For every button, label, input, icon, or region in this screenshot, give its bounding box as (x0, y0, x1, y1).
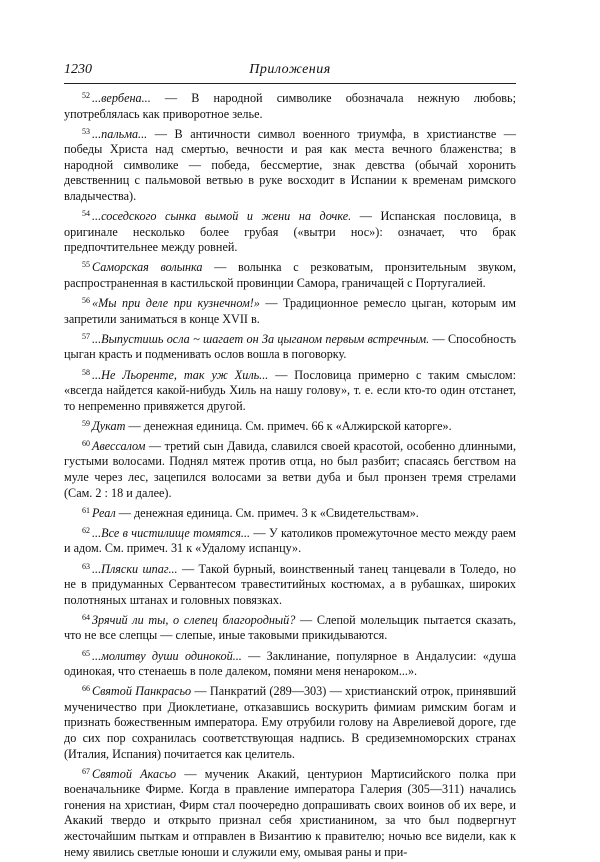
note-lemma: ...пальма... (92, 126, 148, 141)
note-62 (64, 523, 516, 557)
note-lemma: ...Не Льоренте, так уж Хиль... (92, 367, 269, 382)
note-55 (64, 257, 516, 291)
note-text: — Заклинание, популярное в Андалусии: «душа одинокая, что стенаешь в поле далеком, помяни меня ненароком...». (64, 648, 516, 679)
note-66 (64, 681, 516, 762)
note-number: 55 (82, 260, 90, 270)
note-54 (64, 206, 516, 256)
note-lemma: ...Выпустишь осла ~ шагает он За цыганом первым встречным. (92, 331, 430, 346)
note-text: — В народной символике обозначала нежную любовь; употреблялась как приворотное зелье. (64, 91, 516, 121)
note-number: 65 (82, 648, 90, 658)
note-61 (64, 503, 516, 522)
note-text: — Испанская пословица, в оригинале несколько более грубая («вытри нос»): означает, что брак предпочтительнее между ровней. (64, 209, 516, 255)
note-text: — денежная единица. См. примеч. 66 к «Алжирской каторге». (125, 418, 452, 433)
note-56 (64, 293, 516, 327)
note-lemma: «Мы при деле при кузнечном!» (92, 296, 260, 311)
note-lemma: Зрячий ли ты, о слепец благородный? (92, 612, 296, 627)
note-lemma: ...молитву души одинокой... (92, 648, 242, 663)
note-number: 58 (82, 367, 90, 377)
note-number: 62 (82, 525, 90, 535)
note-lemma: Реал (92, 505, 116, 520)
note-lemma: Авессалом (92, 438, 146, 453)
note-number: 59 (82, 418, 90, 428)
note-text: — Традиционное ремесло цыган, которым им запретили заниматься в конце XVII в. (64, 296, 516, 326)
note-52 (64, 88, 516, 122)
note-text: — Пословица примерно с таким смыслом: «всегда найдется какой-нибудь Хиль на нашу голову», т. е. если кто-то один отстанет, то непременно привяжется другой. (64, 367, 516, 413)
note-number: 63 (82, 561, 90, 571)
note-text: — Такой бурный, воинственный танец танцевали в Толедо, но не в придуманных Сервантесом травеститийных костюмах, а в рубашках, широких полотняных штанах и головных повязках. (64, 561, 516, 607)
note-67 (64, 764, 516, 861)
notes-list (64, 88, 516, 862)
note-lemma: Святой Панкрасьо (92, 684, 192, 699)
note-text: — У католиков промежуточное место между раем и адом. См. примеч. 31 к «Удалому испанцу». (64, 525, 516, 556)
note-lemma: Дукат (92, 418, 126, 433)
note-number: 54 (82, 209, 90, 219)
note-number: 53 (82, 126, 90, 136)
note-number: 52 (82, 91, 90, 100)
note-number: 66 (82, 684, 90, 694)
note-60 (64, 436, 516, 501)
note-lemma: ...вербена... (92, 91, 151, 105)
note-text: — Панкратий (289—303) — христианский отрок, принявший мученичество при Диоклетиане, отказавшись воскурить фимиам римским богам и признать божественным императора. Ему отрубили голову на Аврелиевой дороге, где до сих пор сохранилась соответствующая надпись. В средиземноморских странах (Италия, Испания) почитается как целитель. (64, 684, 516, 761)
note-64 (64, 610, 516, 644)
note-text: — В античности символ военного триумфа, в христианстве — победы Христа над смертью, вечности и рая как места вечного блаженства; в народной символике — победа, бессмертие, знак девства (обычай хоронить девственниц с пальмовой ветвью в руке восходит в Испании к временам римского владычества). (64, 126, 516, 204)
note-lemma: Святой Акасьо (92, 766, 177, 781)
note-number: 56 (82, 296, 90, 306)
note-63 (64, 559, 516, 609)
note-65 (64, 646, 516, 680)
note-53 (64, 124, 516, 205)
note-text: — волынка с резковатым, пронзительным звуком, распространенная в кастильской провинции Самора, граничащей с Португалией. (64, 260, 516, 291)
note-number: 64 (82, 612, 90, 622)
note-text: — денежная единица. См. примеч. 3 к «Свидетельствам». (115, 505, 419, 520)
note-57 (64, 329, 516, 363)
running-header (64, 62, 516, 82)
note-59 (64, 416, 516, 435)
note-lemma: Саморская волынка (92, 260, 203, 275)
page-number: 1230 (64, 62, 92, 77)
section-title: Приложения (249, 62, 331, 77)
note-number: 57 (82, 331, 90, 341)
note-number: 60 (82, 438, 90, 448)
note-number: 67 (82, 766, 90, 776)
note-58 (64, 365, 516, 415)
note-text: — третий сын Давида, славился своей красотой, особенно длинными, густыми волосами. Поднял мятеж против отца, но был разбит; спасаясь бегством на муле через лес, зацепился волосами за ветви дуба и был пронзен тремя стрелами (Сам. 2 : 18 и далее). (64, 438, 516, 500)
note-text: — Слепой молельщик пытается сказать, что не все слепцы — слепые, иные таковыми прикидываются. (64, 612, 516, 643)
note-lemma: ...Все в чистилище томятся... (92, 525, 251, 540)
note-number: 61 (82, 505, 90, 515)
header-rule (64, 83, 516, 84)
note-lemma: ...Пляски шпаг... (92, 561, 178, 576)
note-text: — Способность цыган красть и подменивать ослов вошла в поговорку. (64, 331, 517, 362)
note-lemma: ...соседского сынка вымой и жени на дочке. (92, 209, 352, 224)
note-text: — мученик Акакий, центурион Мартисийского полка при военачальнике Фирме. Когда в правление императора Галерия (305—311) начались гонения на христиан, Фирм стал поочередно допрашивать своих воинов об их вере, и Акакий твердо и открыто признал себя христианином, за что был подвергнут жесточайшим пыткам и отправлен в Византию к правителю; ночью все видели, как к нему явились светлые юноши и служили ему, омывая раны и при- (64, 766, 516, 859)
